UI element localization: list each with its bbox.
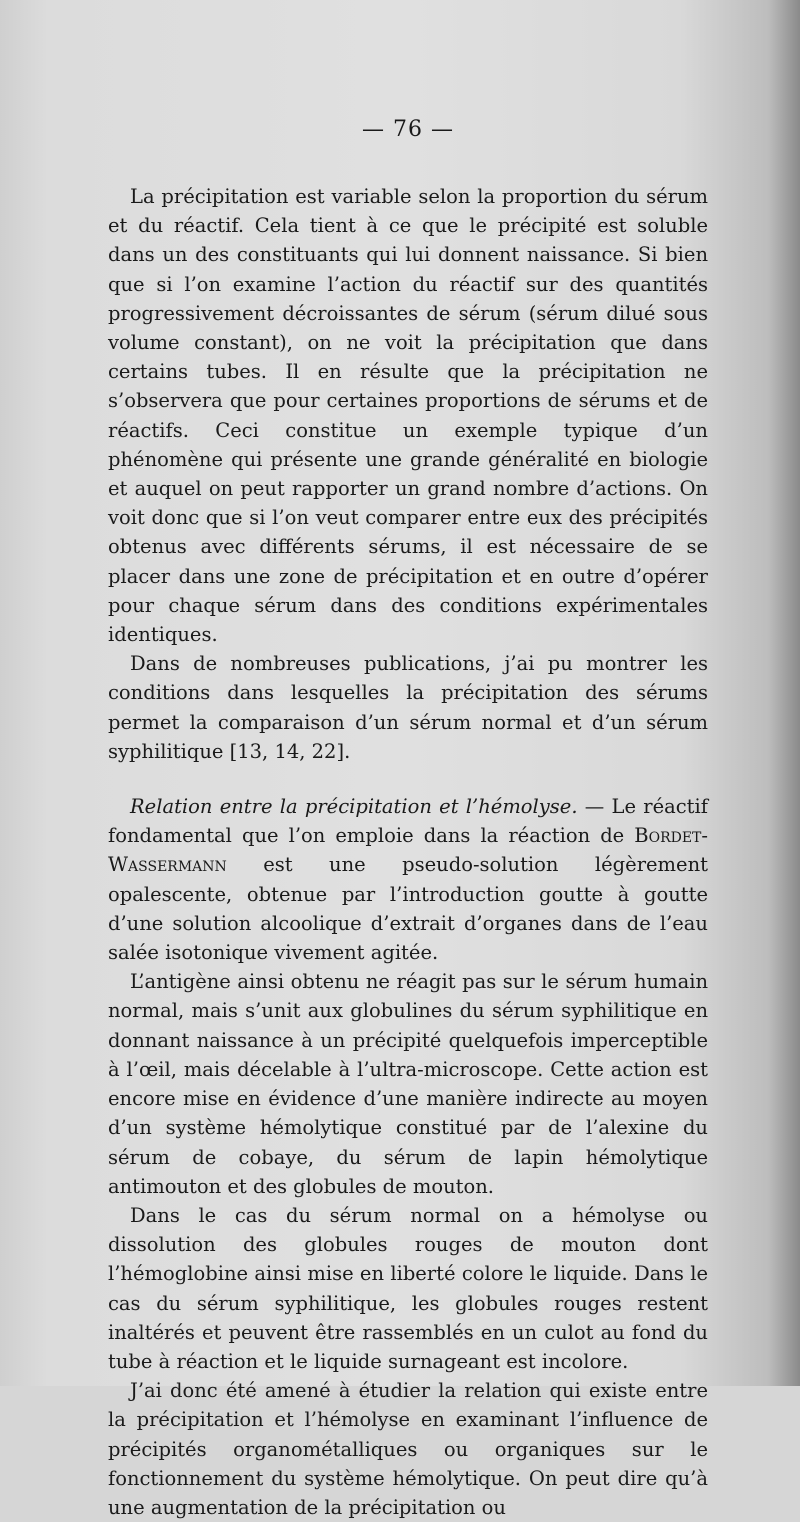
paragraph-relation-study: J’ai donc été amené à étudier la relation qui existe entre la précipitation et l’hémolyse en examinant l’influence de précipités organométalliques ou organiques sur le fonctionnement du système hémolytique. On peut dire qu’à une augmentation de la précipitation ou — [108, 1379, 708, 1519]
paragraph-publications: Dans de nombreuses publications, j’ai pu montrer les conditions dans lesquelles la précipitation des sérums permet la comparaison d’un sérum normal et d’un sérum syphilitique [13, 14, 22]. — [108, 652, 708, 763]
paragraph-serum-normal: Dans le cas du sérum normal on a hémolyse ou dissolution des globules rouges de mouton dont l’hémoglobine ainsi mise en liberté colore le liquide. Dans le cas du sérum syphilitique, les globules rouges restent inaltérés et peuvent être rassemblés en un culot au fond du tube à réaction et le liquide surnageant est incolore. — [108, 1203, 708, 1373]
paragraph-relation-heading — [108, 792, 708, 967]
page-number: — 76 — — [362, 117, 454, 142]
section-heading: Relation entre la précipitation et l’hémolyse. — [130, 795, 578, 819]
author-name-bordet-wassermann: Bordet-Wassermann — [108, 824, 708, 877]
paragraph-relation-text-2: est une pseudo-solution légèrement opalescente, obtenue par l’introduction goutte à goutte d’une solution alcoolique d’extrait d’organes dans de l’eau salée isotonique vivement agitée. — [108, 853, 708, 965]
page-text-block — [108, 112, 708, 1522]
paragraph-relation-text-1: — Le réactif fondamental que l’on emploie dans la réaction de — [108, 795, 708, 848]
paragraph-precipitation-variable: La précipitation est variable selon la proportion du sérum et du réactif. Cela tient à ce que le précipité est soluble dans un des constituants qui lui donnent naissance. Si bien que si l’on examine l’action du réactif sur des quantités progressivement décroissantes de sérum (sérum dilué sous volume constant), on ne voit la précipitation que dans certains tubes. Il en résulte que la précipitation ne s’observera que pour certaines proportions de sérums et de réactifs. Ceci constitue un exemple typique d’un phénomène qui présente une grande généralité en biologie et auquel on peut rapporter un grand nombre d’actions. On voit donc que si l’on veut comparer entre eux des précipités obtenus avec différents sérums, il est nécessaire de se placer dans une zone de précipitation et en outre d’opérer pour chaque sérum dans des conditions expérimentales identiques. — [108, 185, 708, 647]
paragraph-antigene: L’antigène ainsi obtenu ne réagit pas sur le sérum humain normal, mais s’unit aux globulines du sérum syphilitique en donnant naissance à un précipité quelquefois imperceptible à l’œil, mais décelable à l’ultra-microscope. Cette action est encore mise en évidence d’une manière indirecte au moyen d’un système hémolytique constitué par de l’alexine du sérum de cobaye, du sérum de lapin hémolytique antimouton et des globules de mouton. — [108, 970, 708, 1198]
